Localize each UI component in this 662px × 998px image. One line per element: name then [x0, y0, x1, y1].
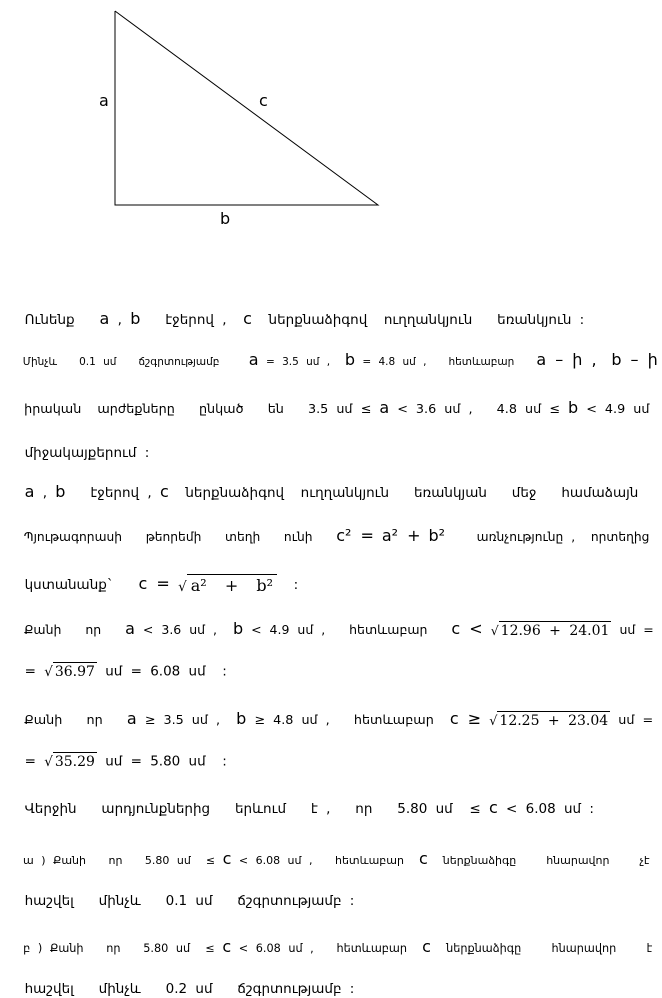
text-line-1: Ունենք a , b էջերով , c ներքնաձիգով ուղղանկյուն եռանկյուն : — [24, 309, 585, 328]
text-line-6: Պյութագորասի թեորեմի տեղի ունի c² = a² + b² առնչությունը , որտեղից — [23, 526, 650, 545]
square-root-expression: √ 36.97 — [44, 664, 95, 680]
square-root-expression: √ 12.25 + 23.04 — [489, 712, 609, 729]
leg-a-label: a — [99, 91, 109, 110]
square-root-expression: √ a² + b² — [178, 574, 277, 596]
text-line-13: ա ) Քանի որ 5.80 սմ ≤ c < 6.08 սմ , հետևաբար c ներքնաձիգը հնարավոր չէ — [23, 849, 650, 868]
text-line-8: Քանի որ a < 3.6 սմ , b < 4.9 սմ , հետևաբար c < √ 12.96 + 24.01 սմ = — [23, 619, 654, 639]
right-triangle-figure — [0, 0, 662, 240]
text-line-9: = √ 36.97 սմ = 6.08 սմ : — [24, 663, 227, 680]
text-line-12: Վերջին արդյունքներից երևում է , որ 5.80 սմ ≤ c < 6.08 սմ : — [24, 798, 594, 817]
text-line-14: հաշվել մինչև 0.1 սմ ճշգրտությամբ : — [24, 893, 355, 909]
text-line-4: միջակայքերում : — [24, 445, 150, 461]
square-root-expression: √ 12.96 + 24.01 — [490, 623, 610, 639]
text-line-7: կստանանք` c = √ a² + b² : — [24, 574, 299, 595]
hypotenuse-c-label: c — [259, 91, 268, 110]
text-line-10: Քանի որ a ≥ 3.5 սմ , b ≥ 4.8 սմ , հետևաբար c ≥ √ 12.25 + 23.04 սմ = — [24, 709, 654, 729]
text-line-15: բ ) Քանի որ 5.80 սմ ≤ c < 6.08 սմ , հետևաբար c ներքնաձիգը հնարավոր է — [23, 937, 653, 956]
text-line-2: Մինչև 0.1 սմ ճշգրտությամբ a = 3.5 սմ , b = 4.8 սմ , հետևաբար a – ի , b – ի — [22, 350, 658, 369]
text-line-5: a , b էջերով , c ներքնաձիգով ուղղանկյուն եռանկյան մեջ համաձայն — [24, 482, 639, 501]
square-root-expression: √ 35.29 — [44, 754, 95, 770]
leg-b-label: b — [220, 209, 231, 228]
text-line-3: իրական արժեքները ընկած են 3.5 սմ ≤ a < 3.6 սմ , 4.8 սմ ≤ b < 4.9 սմ — [24, 398, 650, 417]
text-line-11: = √ 35.29 սմ = 5.80 սմ : — [24, 753, 227, 770]
triangle-shape — [115, 11, 378, 205]
text-line-16: հաշվել մինչև 0.2 սմ ճշգրտությամբ : — [24, 981, 355, 997]
